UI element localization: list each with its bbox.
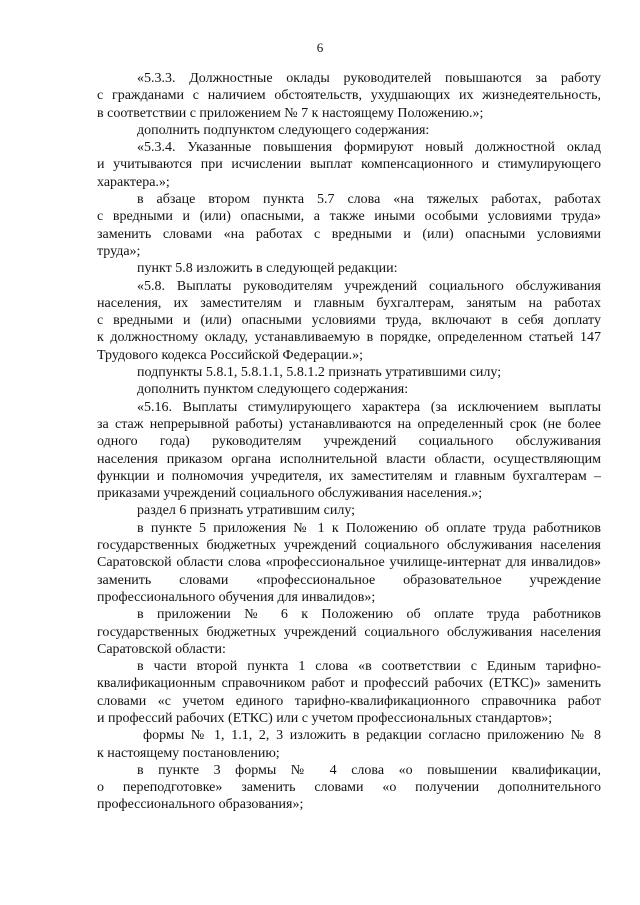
text-line: одного года) руководителям учреждений социального обслуживания <box>97 434 601 450</box>
text-line: профессионального образования»; <box>97 797 304 813</box>
text-line: профессионального обучения для инвалидов»; <box>97 589 376 605</box>
text-line: раздел 6 признать утратившим силу; <box>137 503 356 519</box>
paragraph <box>97 606 601 658</box>
paragraph <box>97 278 601 364</box>
text-line: в пункте 5 приложения № 1 к Положению об оплате труда работников <box>137 520 601 536</box>
text-line: формы № 1, 1.1, 2, 3 изложить в редакции согласно приложению № 8 <box>143 728 601 744</box>
text-line: к должностному окладу, устанавливаемую в порядке, определенном статьей 147 <box>97 330 601 346</box>
text-line: с вредными и (или) опасными, а также иными особыми условиями труда» <box>97 209 601 225</box>
text-line: пункт 5.8 изложить в следующей редакции: <box>137 261 398 277</box>
text-line: «5.8. Выплаты руководителям учреждений социального обслуживания <box>137 278 601 294</box>
text-line: дополнить подпунктом следующего содержания: <box>137 122 430 138</box>
paragraph <box>97 502 601 519</box>
text-line: «5.3.4. Указанные повышения формируют новый должностной оклад <box>137 140 601 156</box>
paragraph <box>97 762 601 814</box>
text-line: заменить словами «профессиональное образовательное учреждение <box>97 572 601 588</box>
paragraph <box>97 381 601 398</box>
text-line: в части второй пункта 1 слова «в соответствии с Единым тарифно- <box>137 659 601 675</box>
page-number: 6 <box>316 40 324 55</box>
text-line: в пункте 3 формы № 4 слова «о повышении квалификации, <box>137 762 601 778</box>
text-line: в абзаце втором пункта 5.7 слова «на тяжелых работах, работах <box>137 192 601 208</box>
text-line: Трудового кодекса Российской Федерации.»; <box>97 347 364 363</box>
text-line: квалификационным справочником работ и профессий рабочих (ЕТКС)» заменить <box>97 676 601 692</box>
paragraph <box>97 727 601 762</box>
paragraph <box>97 122 601 139</box>
text-line: и учитываются при исчислении выплат компенсационного и стимулирующего <box>97 157 601 173</box>
text-line: в соответствии с приложением № 7 к настоящему Положению.»; <box>97 105 484 121</box>
paragraph <box>97 191 601 260</box>
text-line: населения приказом органа исполнительной власти области, осуществляющим <box>97 451 601 467</box>
paragraph <box>97 260 601 277</box>
text-line: и профессий рабочих (ЕТКС) или с учетом профессиональных стандартов»; <box>97 710 553 726</box>
text-line: функции и полномочия учредителя, их заместителям и главным бухгалтерам – <box>97 468 601 484</box>
paragraph <box>97 364 601 381</box>
paragraph <box>97 399 601 503</box>
paragraph <box>97 658 601 727</box>
text-line: заменить словами «на работах с вредными и (или) опасными условиями <box>97 226 601 242</box>
text-line: характера.»; <box>97 174 170 190</box>
text-line: к настоящему постановлению; <box>97 745 280 761</box>
text-line: дополнить пунктом следующего содержания: <box>137 382 409 398</box>
paragraph <box>97 139 601 191</box>
document-body <box>97 70 601 814</box>
text-line: подпункты 5.8.1, 5.8.1.1, 5.8.1.2 признать утратившими силу; <box>137 365 502 381</box>
text-line: государственных бюджетных учреждений социального обслуживания населения <box>97 624 601 640</box>
text-line: «5.3.3. Должностные оклады руководителей повышаются за работу <box>137 71 601 86</box>
text-line: за стаж непрерывной работы) устанавливаются на определенный срок (не более <box>97 416 601 432</box>
text-line: с гражданами с наличием обстоятельств, ухудшающих их жизнедеятельность, <box>97 88 601 104</box>
text-line: с вредными и (или) опасными условиями труда, включают в себя доплату <box>97 313 601 329</box>
paragraph <box>97 520 601 606</box>
text-line: словами «с учетом единого тарифно-квалификационного справочника работ <box>97 693 601 709</box>
text-line: государственных бюджетных учреждений социального обслуживания населения <box>97 538 601 554</box>
text-line: труда»; <box>97 243 141 259</box>
text-line: о переподготовке» заменить словами «о получении дополнительного <box>97 780 601 796</box>
text-line: приказами учреждений социального обслуживания населения.»; <box>97 486 483 502</box>
text-line: Саратовской области слова «профессиональное училище-интернат для инвалидов» <box>97 555 601 571</box>
text-line: «5.16. Выплаты стимулирующего характера (за исключением выплаты <box>137 399 601 415</box>
text-line: населения, их заместителям и главным бухгалтерам, занятым на работах <box>97 295 601 311</box>
paragraph <box>97 70 601 122</box>
text-line: Саратовской области: <box>97 641 226 657</box>
text-line: в приложении № 6 к Положению об оплате труда работников <box>137 607 601 623</box>
